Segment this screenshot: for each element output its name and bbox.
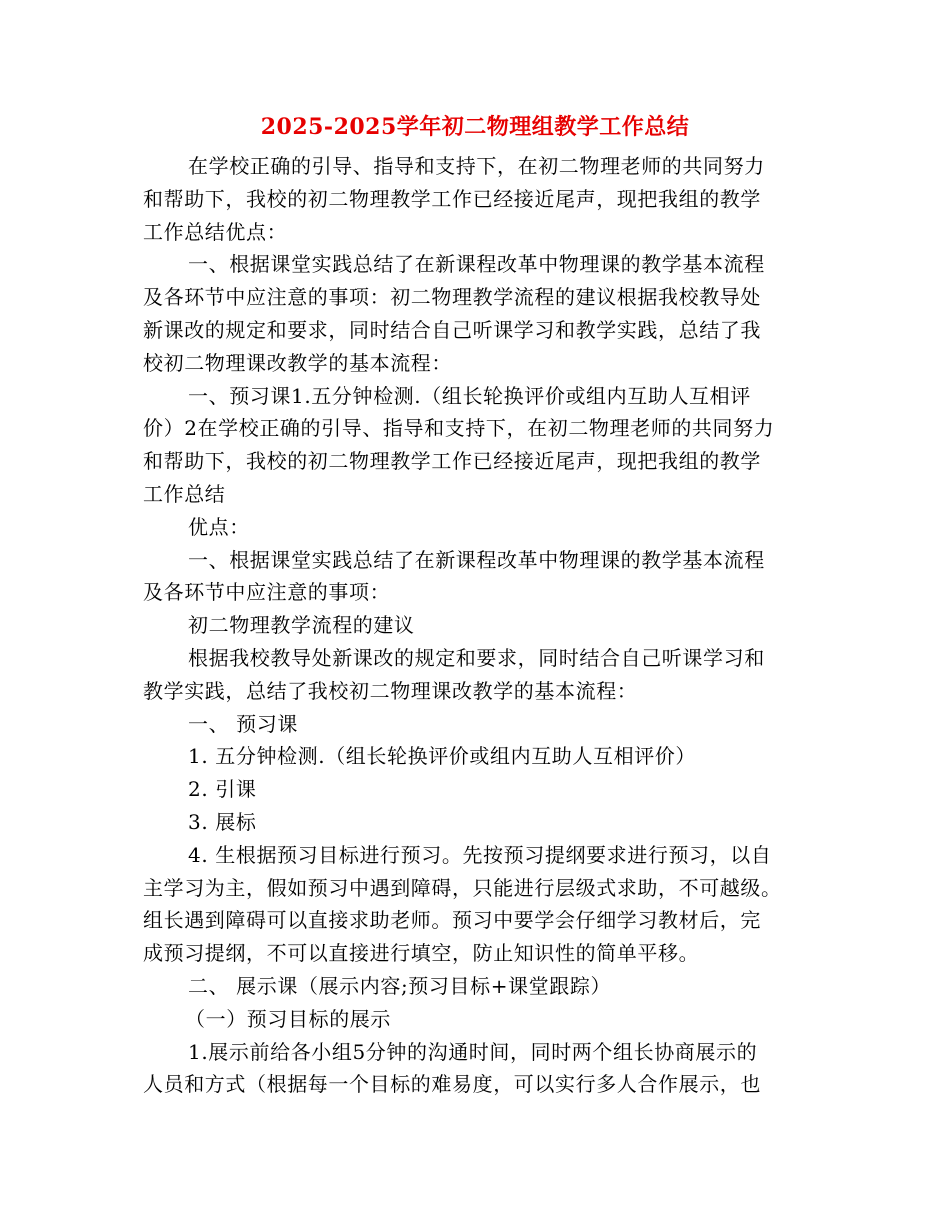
list-item: 1.展示前给各小组5分钟的沟通时间，同时两个组长协商展示的	[188, 1039, 758, 1064]
paragraph-line: 和帮助下，我校的初二物理教学工作已经接近尾声，现把我组的教学	[143, 449, 761, 474]
paragraph-line: 组长遇到障碍可以直接求助老师。预习中要学会仔细学习教材后，完	[143, 908, 761, 933]
list-heading: 一、 预习课	[188, 711, 298, 736]
paragraph-line: 价）2在学校正确的引导、指导和支持下，在初二物理老师的共同努力	[143, 416, 775, 441]
document-body	[143, 150, 811, 1101]
paragraph-line: 一、根据课堂实践总结了在新课程改革中物理课的教学基本流程	[188, 252, 765, 277]
paragraph-line: 及各环节中应注意的事项：	[143, 580, 391, 605]
list-item: 1. 五分钟检测.（组长轮换评价或组内互助人互相评价）	[188, 744, 696, 769]
list-item: 2. 引课	[188, 777, 257, 802]
paragraph-line: 工作总结	[143, 481, 226, 506]
paragraph-line: 成预习提纲，不可以直接进行填空，防止知识性的简单平移。	[143, 941, 700, 966]
subsection-heading: （一）预习目标的展示	[185, 1006, 391, 1031]
paragraph-line: 校初二物理课改教学的基本流程：	[143, 350, 452, 375]
list-item: 4. 生根据预习目标进行预习。先按预习提纲要求进行预习，以自	[188, 842, 772, 867]
paragraph-line: 主学习为主，假如预习中遇到障碍，只能进行层级式求助，不可越级。	[143, 875, 782, 900]
paragraph-line: 新课改的规定和要求，同时结合自己听课学习和教学实践，总结了我	[143, 317, 761, 342]
list-heading: 二、 展示课（展示内容;预习目标+课堂跟踪）	[188, 973, 612, 998]
paragraph-line: 人员和方式（根据每一个目标的难易度，可以实行多人合作展示，也	[143, 1072, 761, 1097]
paragraph-line: 及各环节中应注意的事项：初二物理教学流程的建议根据我校教导处	[143, 285, 761, 310]
paragraph-line: 根据我校教导处新课改的规定和要求，同时结合自己听课学习和	[188, 645, 765, 670]
paragraph-line: 一、预习课1.五分钟检测.（组长轮换评价或组内互助人互相评	[188, 383, 751, 408]
paragraph-line: 工作总结优点：	[143, 219, 288, 244]
list-item: 3. 展标	[188, 809, 257, 834]
paragraph-line: 一、根据课堂实践总结了在新课程改革中物理课的教学基本流程	[188, 547, 765, 572]
paragraph-line: 优点：	[188, 514, 250, 539]
paragraph-line: 教学实践，总结了我校初二物理课改教学的基本流程：	[143, 678, 638, 703]
paragraph-line: 初二物理教学流程的建议	[188, 613, 415, 638]
paragraph-line: 在学校正确的引导、指导和支持下，在初二物理老师的共同努力	[188, 154, 765, 178]
paragraph-line: 和帮助下，我校的初二物理教学工作已经接近尾声，现把我组的教学	[143, 186, 761, 211]
document-title: 2025-2025学年初二物理组教学工作总结	[260, 114, 690, 140]
